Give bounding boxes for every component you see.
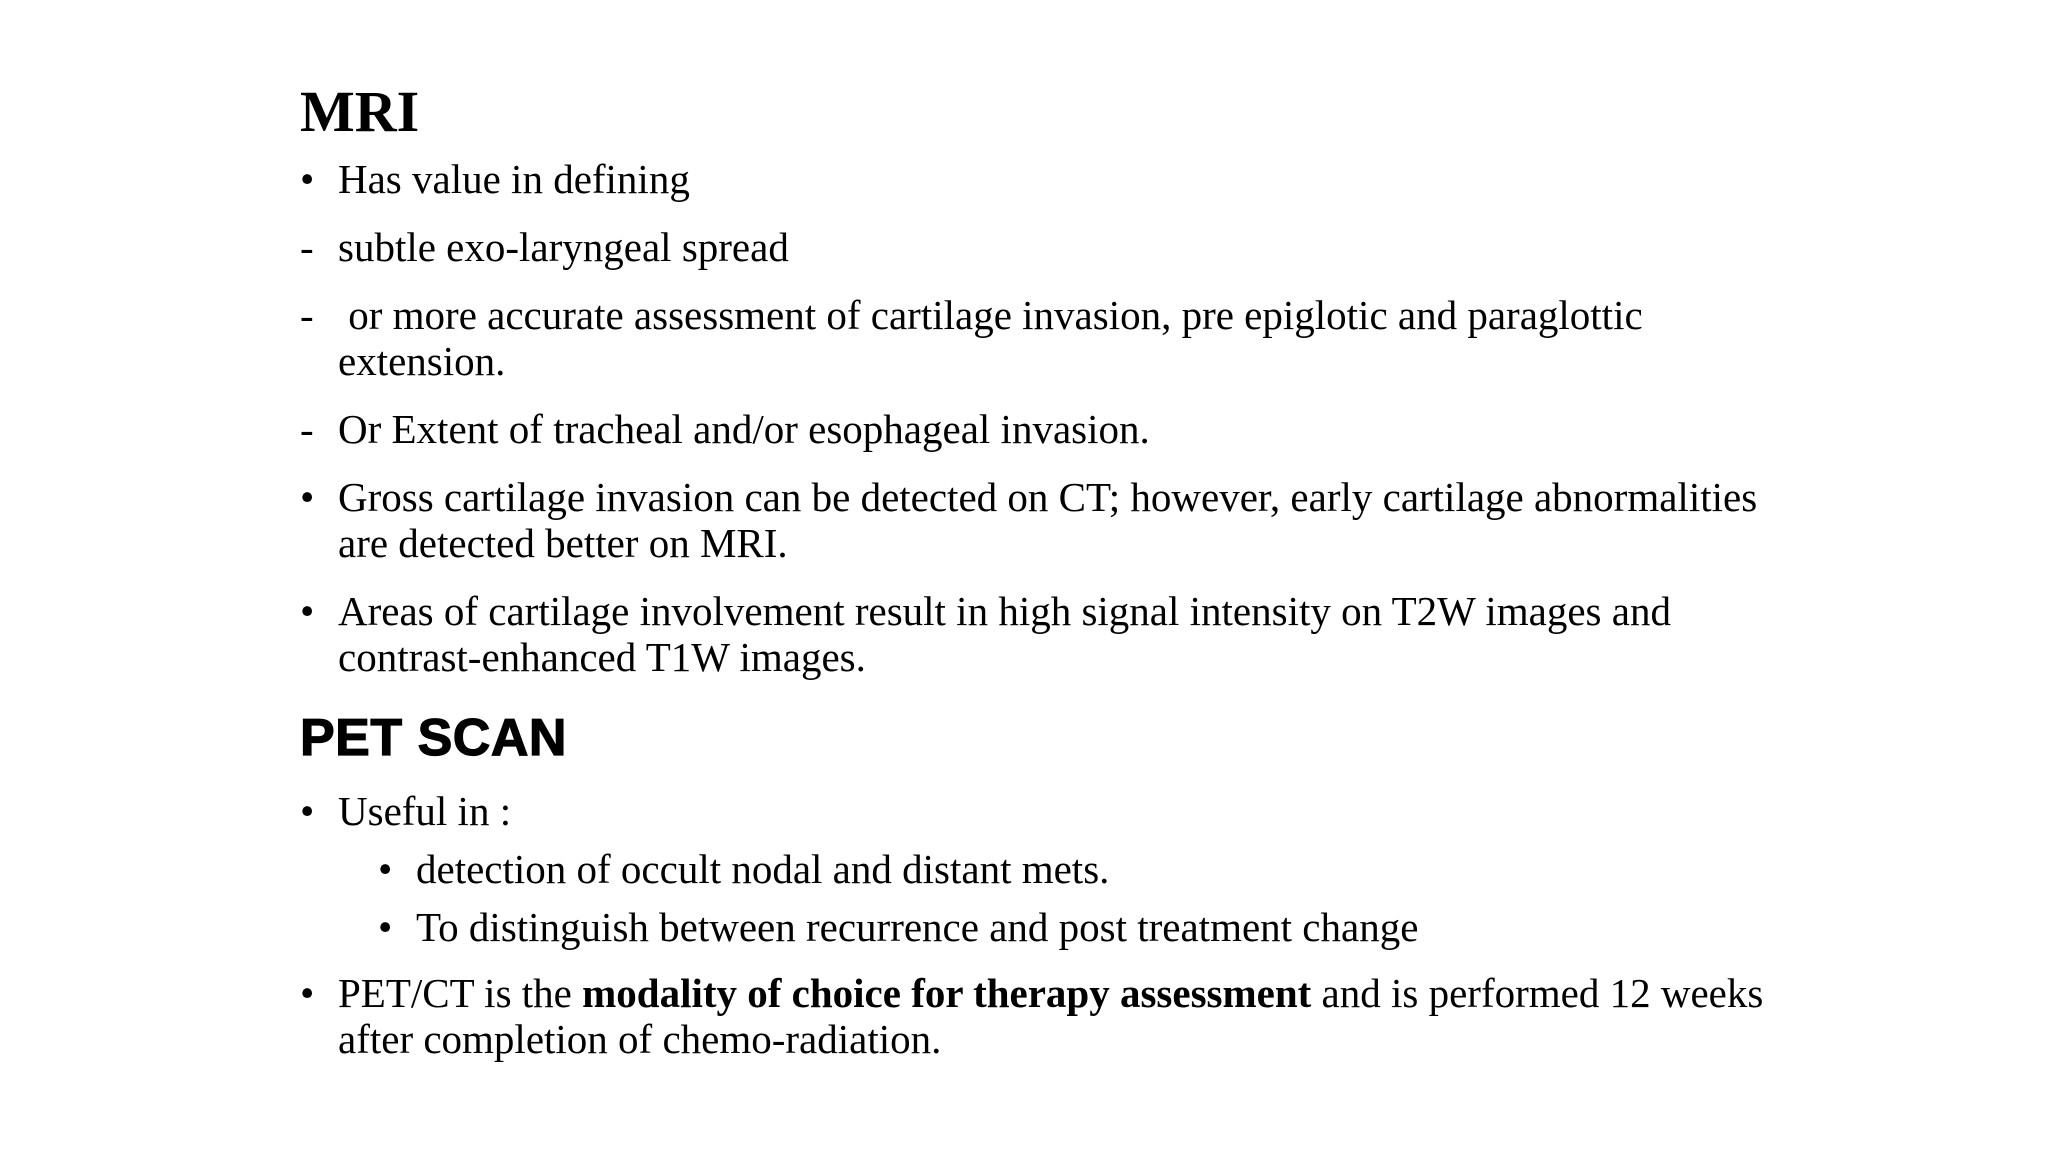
bullet-marker: • xyxy=(300,970,315,1016)
slide-content xyxy=(300,72,1800,1084)
pet-sub-item-text: To distinguish between recurrence and post treatment change xyxy=(416,904,1419,950)
dash-marker: - xyxy=(300,406,314,452)
bullet-marker: • xyxy=(300,588,315,634)
pet-scan-heading: PET SCAN xyxy=(300,709,567,767)
mri-item xyxy=(300,292,1800,384)
pet-item-text-before: PET/CT is the xyxy=(338,970,583,1016)
mri-item-text: or more accurate assessment of cartilage invasion, pre epiglotic and paraglottic extension. xyxy=(338,292,1653,384)
mri-item-text: Gross cartilage invasion can be detected on CT; however, early cartilage abnormalities are detected better on MRI. xyxy=(338,474,1758,566)
pet-item-text-after: and is performed 12 weeks after completion of chemo-radiation. xyxy=(338,970,1774,1062)
bullet-marker: • xyxy=(300,474,315,520)
mri-item-text: subtle exo-laryngeal spread xyxy=(338,224,789,270)
pet-item xyxy=(300,788,1800,834)
dash-marker: - xyxy=(300,224,314,270)
mri-heading: MRI xyxy=(300,79,420,144)
pet-sub-item-text: detection of occult nodal and distant mets. xyxy=(416,846,1110,892)
mri-item xyxy=(300,224,1800,270)
bullet-marker: • xyxy=(300,788,315,834)
mri-item-text: Areas of cartilage involvement result in high signal intensity on T2W images and contrast-enhanced T1W images. xyxy=(338,588,1671,680)
pet-item-text-bold: modality of choice for therapy assessment xyxy=(582,970,1312,1016)
bullet-marker: • xyxy=(378,846,393,892)
pet-sub-item xyxy=(378,846,1800,892)
pet-item-text: Useful in : xyxy=(338,788,512,834)
dash-marker: - xyxy=(300,292,314,338)
mri-item xyxy=(300,588,1800,680)
mri-item-text: Or Extent of tracheal and/or esophageal invasion. xyxy=(338,406,1150,452)
pet-item xyxy=(300,970,1800,1062)
mri-item xyxy=(300,406,1800,452)
mri-item xyxy=(300,474,1800,566)
mri-item xyxy=(300,156,1800,202)
pet-item-text xyxy=(338,970,1774,1062)
pet-sub-item xyxy=(378,904,1800,950)
bullet-marker: • xyxy=(378,904,393,950)
bullet-marker: • xyxy=(300,156,315,202)
mri-item-text: Has value in defining xyxy=(338,156,690,202)
